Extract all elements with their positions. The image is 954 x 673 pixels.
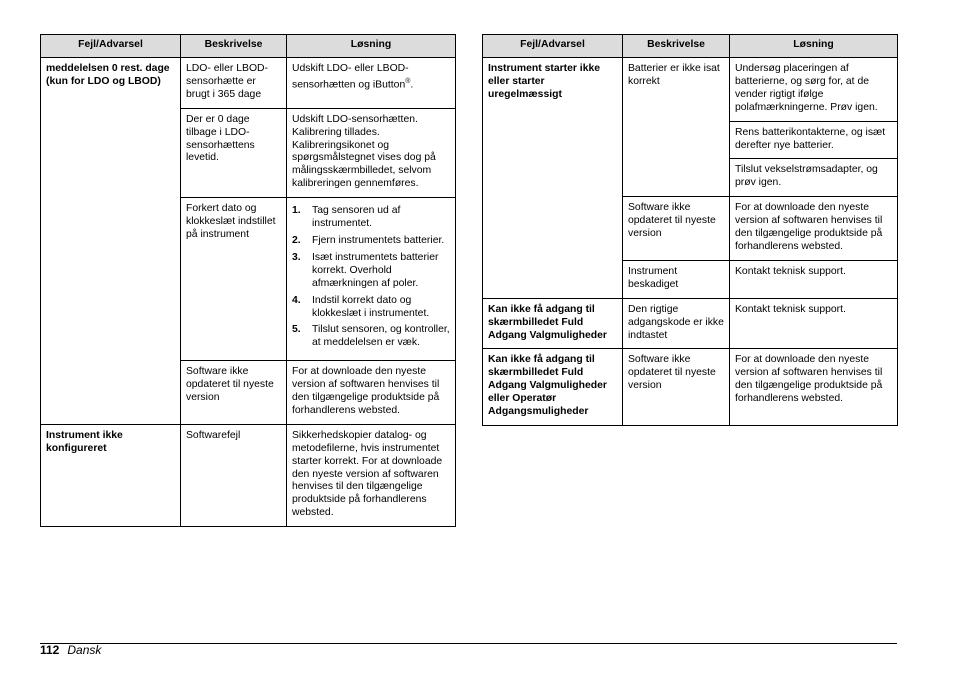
solution-cell: Undersøg placeringen af batterierne, og sørg for, at de vender rigtigt ifølge polafmærkningerne. Prøv igen. (730, 58, 898, 122)
description-cell: Softwarefejl (181, 424, 287, 526)
language-label: Dansk (67, 643, 102, 657)
error-cell: Kan ikke få adgang til skærmbilledet Fuld Adgang Valgmuligheder eller Operatør Adgangsmuligheder (483, 349, 623, 426)
solution-cell: Rens batterikontakterne, og isæt derefter nye batterier. (730, 121, 898, 159)
step-number: 5. (292, 324, 301, 336)
step-number: 3. (292, 251, 301, 263)
solution-period: . (410, 79, 414, 91)
solution-steps-list (292, 205, 450, 350)
solution-cell (287, 58, 456, 109)
solution-cell: Kontakt teknisk support. (730, 260, 898, 298)
list-item (292, 295, 450, 321)
page-number: 112 (40, 643, 60, 657)
list-item (292, 324, 450, 350)
list-item (292, 252, 450, 291)
step-text: Indstil korrekt dato og klokkeslæt i instrumentet. (312, 294, 430, 319)
solution-cell: Sikkerhedskopier datalog- og metodefilerne, hvis instrumentet starter korrekt. For at downloade den nyeste version af softwaren henvises til den tilgængelige produktside på forhandlerens websted. (287, 424, 456, 526)
solution-cell (287, 198, 456, 361)
solution-cell: For at downloade den nyeste version af softwaren henvises til den tilgængelige produktside på forhandlerens websted. (730, 197, 898, 261)
description-cell: Den rigtige adgangskode er ikke indtastet (623, 298, 730, 349)
header-error: Fejl/Advarsel (483, 35, 623, 58)
description-cell: Software ikke opdateret til nyeste version (181, 361, 287, 425)
header-solution: Løsning (730, 35, 898, 58)
description-cell: Der er 0 dage tilbage i LDO-sensorhættens levetid. (181, 108, 287, 197)
troubleshooting-table-left (40, 34, 456, 527)
error-cell: Kan ikke få adgang til skærmbilledet Fuld Adgang Valgmuligheder (483, 298, 623, 349)
description-cell: Software ikke opdateret til nyeste version (623, 197, 730, 261)
solution-cell: Kontakt teknisk support. (730, 298, 898, 349)
error-cell: Instrument starter ikke eller starter uregelmæssigt (483, 58, 623, 299)
table-row (483, 298, 898, 349)
solution-text: Udskift LDO- eller LBOD-sensorhætten og iButton (292, 63, 409, 91)
table-header-row (483, 35, 898, 58)
step-number: 4. (292, 294, 301, 306)
step-number: 2. (292, 234, 301, 246)
error-cell: meddelelsen 0 rest. dage (kun for LDO og LBOD) (41, 58, 181, 425)
step-text: Fjern instrumentets batterier. (312, 234, 445, 246)
header-solution: Løsning (287, 35, 456, 58)
header-description: Beskrivelse (623, 35, 730, 58)
solution-cell: Tilslut vekselstrømsadapter, og prøv igen. (730, 159, 898, 197)
registered-mark: ® (405, 77, 411, 85)
step-number: 1. (292, 205, 301, 217)
table-row (41, 58, 456, 109)
header-error: Fejl/Advarsel (41, 35, 181, 58)
table-row (483, 349, 898, 426)
page-footer (40, 642, 101, 658)
list-item (292, 205, 450, 231)
solution-cell: For at downloade den nyeste version af softwaren henvises til den tilgængelige produktside på forhandlerens websted. (730, 349, 898, 426)
header-description: Beskrivelse (181, 35, 287, 58)
error-cell: Instrument ikke konfigureret (41, 424, 181, 526)
step-text: Tilslut sensoren, og kontroller, at meddelelsen er væk. (312, 324, 450, 349)
solution-cell: Udskift LDO-sensorhætten. Kalibrering tillades. Kalibreringsikonet og spørgsmålstegnet vises dog på målingsskærmbilledet, selvom kalibreringen gennemføres. (287, 108, 456, 197)
list-item (292, 235, 450, 248)
description-cell: Instrument beskadiget (623, 260, 730, 298)
step-text: Isæt instrumentets batterier korrekt. Overhold afmærkningen af poler. (312, 251, 439, 289)
table-row (41, 424, 456, 526)
troubleshooting-table-right (482, 34, 898, 426)
table-row (483, 58, 898, 122)
step-text: Tag sensoren ud af instrumentet. (312, 205, 401, 230)
description-cell: LDO- eller LBOD-sensorhætte er brugt i 365 dage (181, 58, 287, 109)
solution-cell: For at downloade den nyeste version af softwaren henvises til den tilgængelige produktside på forhandlerens websted. (287, 361, 456, 425)
description-cell: Forkert dato og klokkeslæt indstillet på instrument (181, 198, 287, 361)
description-cell: Software ikke opdateret til nyeste version (623, 349, 730, 426)
table-header-row (41, 35, 456, 58)
footer-divider (40, 643, 897, 644)
description-cell: Batterier er ikke isat korrekt (623, 58, 730, 197)
